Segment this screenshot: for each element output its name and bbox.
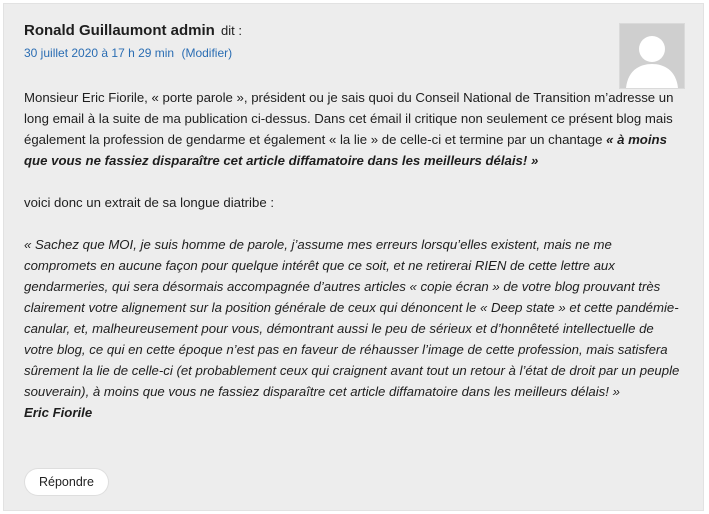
comment-card (3, 3, 704, 511)
comment-body (24, 87, 686, 423)
comment-paragraph-2: voici donc un extrait de sa longue diatribe : (24, 195, 274, 210)
comment-header (24, 20, 584, 62)
author-name: Ronald Guillaumont admin (24, 22, 215, 39)
comment-paragraph-1 (24, 87, 686, 171)
quote-signature: Eric Fiorile (24, 405, 93, 420)
paragraph-1-emphasis: « à moins que vous ne fassiez disparaître cet article diffamatoire dans les meilleurs délais! » (24, 132, 667, 168)
paragraph-spacer (24, 171, 686, 192)
paragraph-spacer (24, 213, 686, 234)
comment-meta (24, 44, 584, 62)
edit-link[interactable]: (Modifier) (181, 46, 233, 60)
author-line (24, 20, 584, 42)
reply-button[interactable]: Répondre (25, 469, 108, 495)
default-avatar-icon (620, 24, 684, 88)
paragraph-1-text: Monsieur Eric Fiorile, « porte parole », président ou je sais quoi du Conseil National de Transition m’adresse un long email à la suite de ma publication ci-dessus. Dans cet émail il critique non seulement ce présent blog mais également la profession de gendarme et également « la lie » de celle-ci et termine par un chantage (24, 90, 674, 147)
quoted-text: « Sachez que MOI, je suis homme de parole, j’assume mes erreurs lorsqu’elles existent, mais ne me compromets en aucune façon pour quelque intérêt que ce soit, et ne retirerai RIEN de cette lettre aux gendarmeries, qui sera désormais accompagnée d’autres articles « copie écran » de votre blog prouvant très clairement votre alignement sur la position générale de ceux qui dénoncent le « Deep state » et cette pandémie-canular, et, malheureusement pour vous, démontrant aussi le peu de sérieux et d’honnêteté intellectuelle de votre blog, ce qui en cette époque n’est pas en faveur de réhausser l’image de cette profession, mais satisfera sûrement la lie de celle-ci (et probablement ceux qui craignent avant tout un retour à l’état de droit par un peuple souverain), à moins que vous ne fassiez disparaître cet article diffamatoire dans les meilleurs délais! » (24, 237, 680, 399)
avatar (619, 23, 685, 89)
says-label: dit : (221, 23, 242, 38)
comment-date-link[interactable]: 30 juillet 2020 à 17 h 29 min (24, 46, 175, 60)
